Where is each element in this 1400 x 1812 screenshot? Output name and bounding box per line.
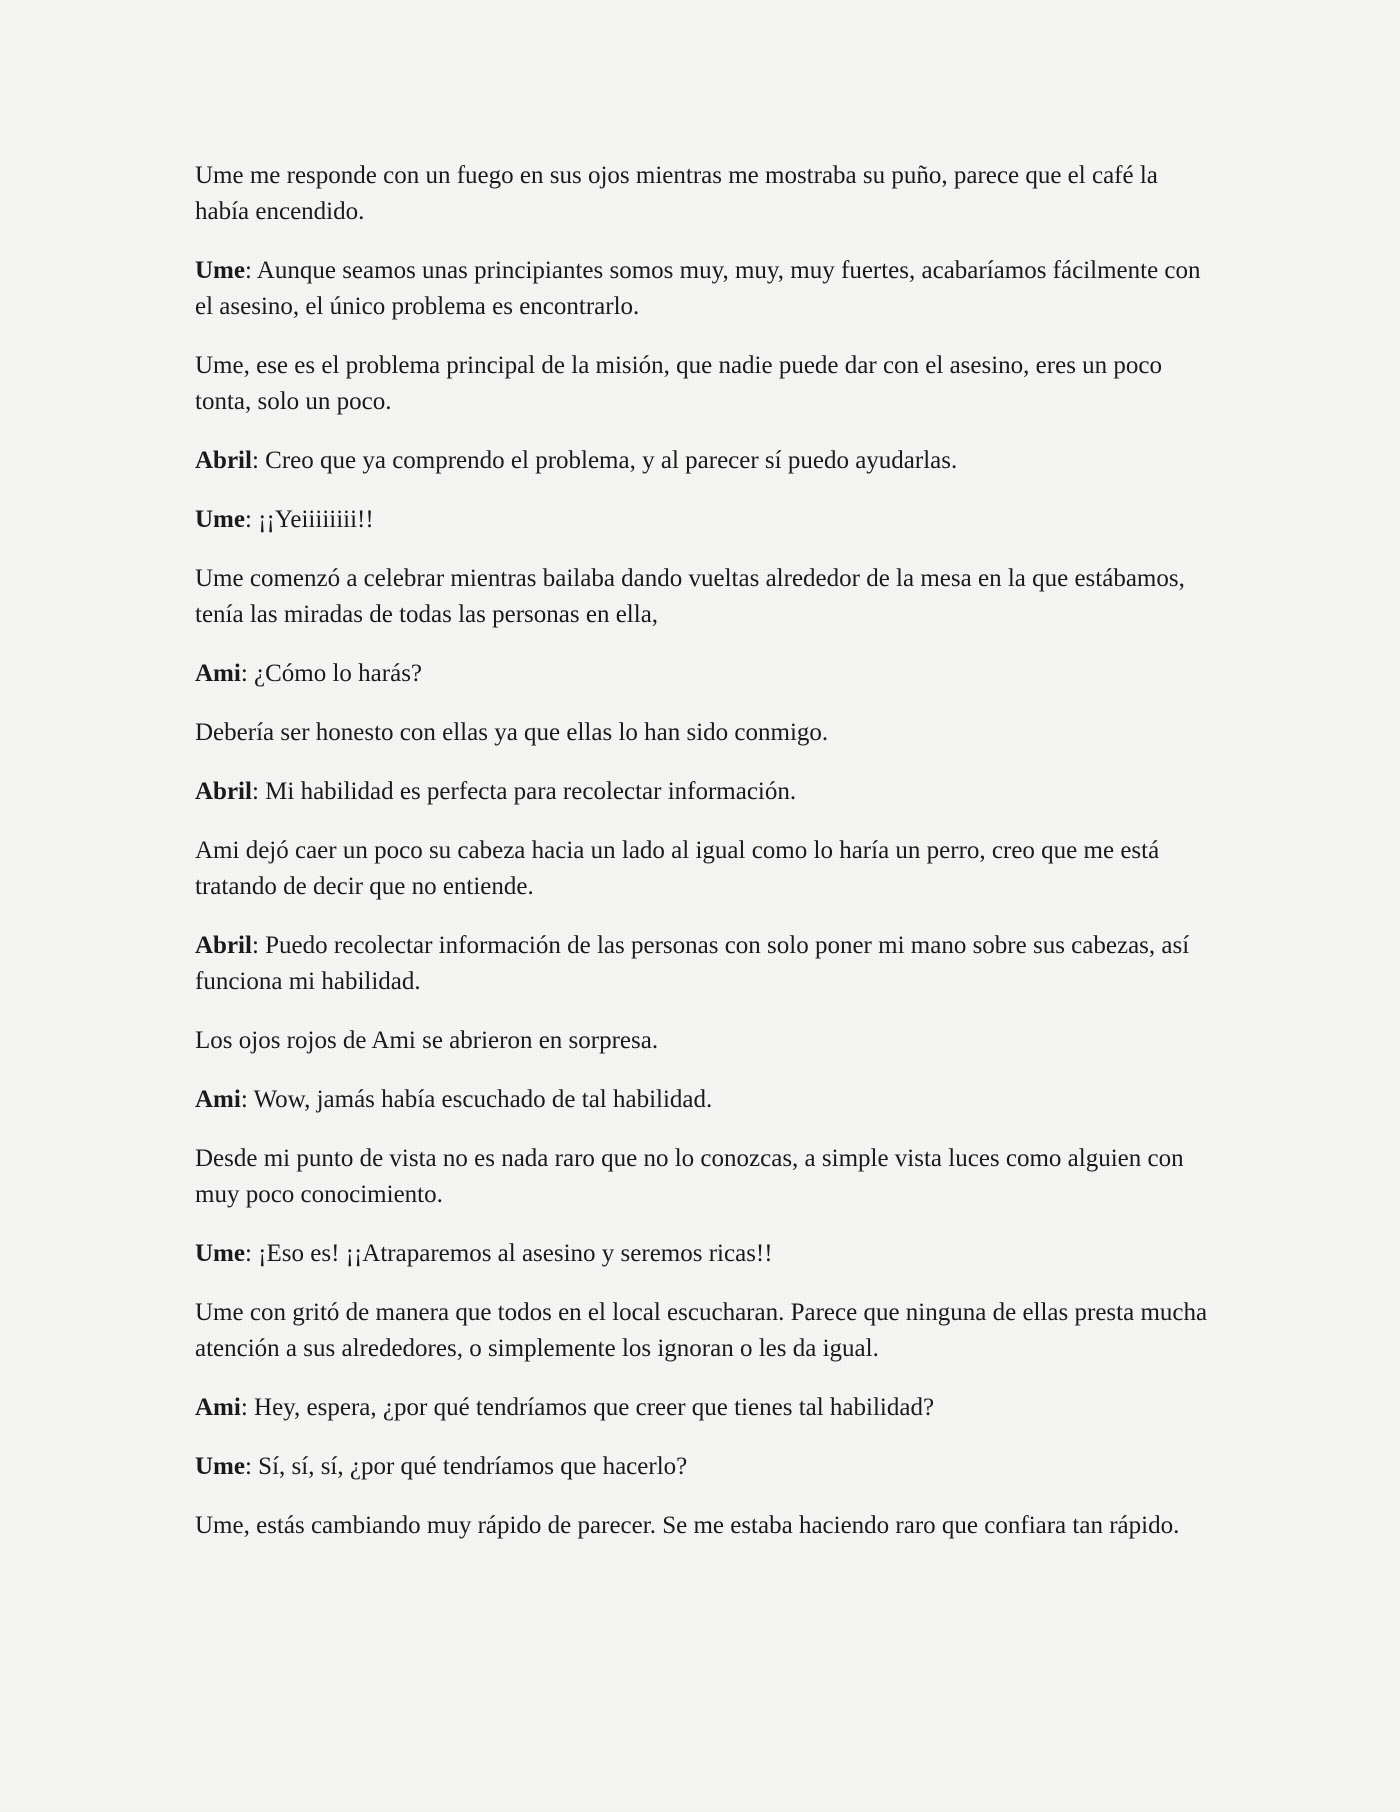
paragraph-text: Ume, ese es el problema principal de la misión, que nadie puede dar con el asesino, eres un poco tonta, solo un poco. <box>195 352 1163 415</box>
dialogue-text: : Puedo recolectar información de las personas con solo poner mi mano sobre sus cabezas, así funciona mi habilidad. <box>195 932 1190 995</box>
dialogue-line <box>195 1390 1215 1426</box>
dialogue-line <box>195 1082 1215 1118</box>
dialogue-line <box>195 656 1215 692</box>
dialogue-line <box>195 774 1215 810</box>
paragraph <box>195 833 1215 905</box>
dialogue-text: : Wow, jamás había escuchado de tal habilidad. <box>240 1086 713 1113</box>
speaker-name: Abril <box>195 932 252 959</box>
dialogue-text: : Mi habilidad es perfecta para recolectar información. <box>251 778 797 805</box>
dialogue-line <box>195 253 1215 325</box>
paragraph-text: Debería ser honesto con ellas ya que ellas lo han sido conmigo. <box>195 719 829 746</box>
speaker-name: Ami <box>195 660 241 687</box>
paragraph <box>195 158 1215 230</box>
dialogue-text: : ¡Eso es! ¡¡Atraparemos al asesino y seremos ricas!! <box>244 1240 773 1267</box>
dialogue-text: : Aunque seamos unas principiantes somos muy, muy, muy fuertes, acabaríamos fácilmente con el asesino, el único problema es encontrarlo. <box>195 257 1201 320</box>
paragraph <box>195 1295 1215 1367</box>
dialogue-line <box>195 1449 1215 1485</box>
dialogue-line <box>195 928 1215 1000</box>
speaker-name: Abril <box>195 778 252 805</box>
dialogue-line <box>195 443 1215 479</box>
speaker-name: Ami <box>195 1394 241 1421</box>
paragraph-text: Ume, estás cambiando muy rápido de parecer. Se me estaba haciendo raro que confiara tan rápido. <box>195 1512 1180 1539</box>
dialogue-text: : ¿Cómo lo harás? <box>240 660 423 687</box>
paragraph <box>195 1023 1215 1059</box>
dialogue-text: : Sí, sí, sí, ¿por qué tendríamos que hacerlo? <box>244 1453 688 1480</box>
paragraph-text: Ami dejó caer un poco su cabeza hacia un lado al igual como lo haría un perro, creo que me está tratando de decir que no entiende. <box>195 837 1160 900</box>
speaker-name: Ume <box>195 1240 245 1267</box>
paragraph-text: Desde mi punto de vista no es nada raro que no lo conozcas, a simple vista luces como alguien con muy poco conocimiento. <box>195 1145 1184 1208</box>
dialogue-line <box>195 1236 1215 1272</box>
speaker-name: Ume <box>195 257 245 284</box>
speaker-name: Ume <box>195 1453 245 1480</box>
dialogue-text: : Hey, espera, ¿por qué tendríamos que creer que tienes tal habilidad? <box>240 1394 935 1421</box>
paragraph-text: Los ojos rojos de Ami se abrieron en sorpresa. <box>195 1027 659 1054</box>
speaker-name: Abril <box>195 447 252 474</box>
paragraph <box>195 715 1215 751</box>
speaker-name: Ume <box>195 506 245 533</box>
dialogue-text: : Creo que ya comprendo el problema, y al parecer sí puedo ayudarlas. <box>251 447 958 474</box>
speaker-name: Ami <box>195 1086 241 1113</box>
paragraph <box>195 1508 1215 1544</box>
dialogue-text: : ¡¡Yeiiiiiiii!! <box>244 506 374 533</box>
paragraph-text: Ume me responde con un fuego en sus ojos mientras me mostraba su puño, parece que el café la había encendido. <box>195 162 1158 225</box>
dialogue-line <box>195 502 1215 538</box>
paragraph <box>195 348 1215 420</box>
paragraph-text: Ume con gritó de manera que todos en el local escucharan. Parece que ninguna de ellas presta mucha atención a sus alrededores, o simplemente los ignoran o les da igual. <box>195 1299 1208 1362</box>
paragraph <box>195 561 1215 633</box>
paragraph <box>195 1141 1215 1213</box>
paragraph-text: Ume comenzó a celebrar mientras bailaba dando vueltas alrededor de la mesa en la que estábamos, tenía las miradas de todas las personas en ella, <box>195 565 1185 628</box>
